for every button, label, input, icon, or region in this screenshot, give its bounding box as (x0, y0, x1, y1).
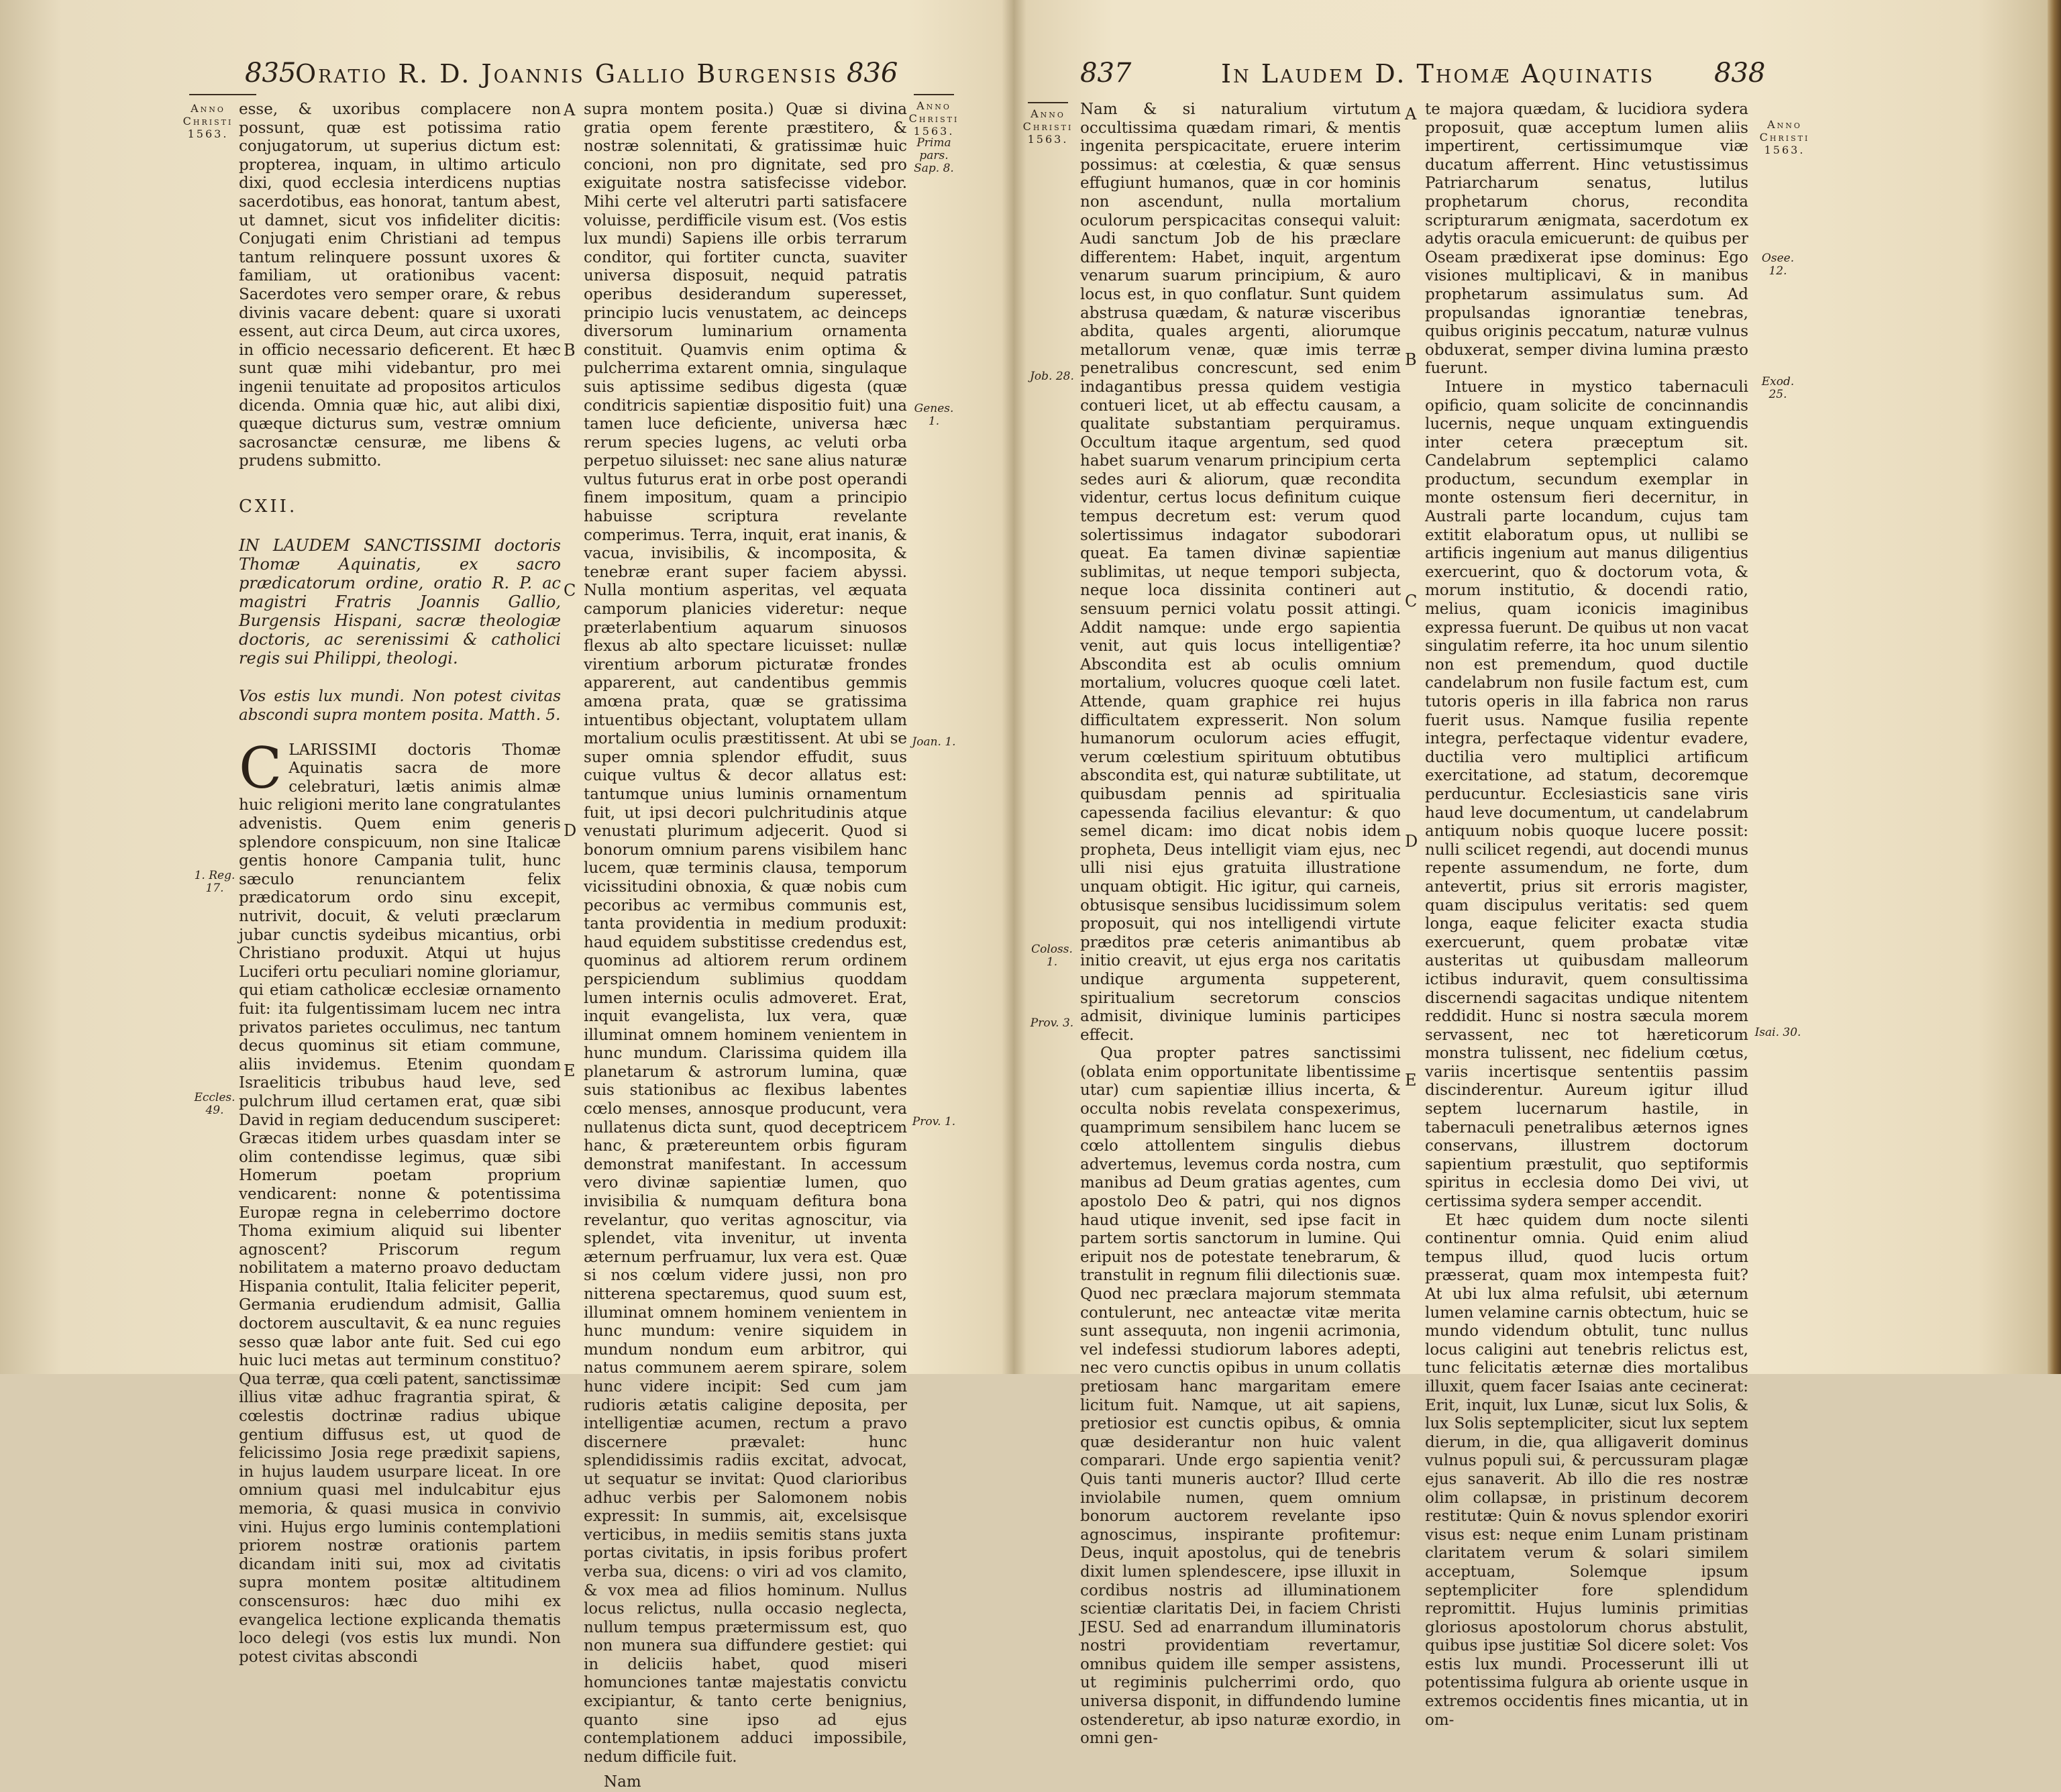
margin-note: Prov. 1. (912, 1115, 956, 1128)
anno-christi-note-right (907, 94, 961, 138)
margin-note: Eccles. 49. (194, 1091, 235, 1117)
margin-note: Prov. 3. (1030, 1016, 1074, 1030)
paragraph: Qua propter patres sanctissimi (oblata enim opportunitate libentissime utar) cum sapientiæ illius incerta, & occulta nobis revelata conspexerimus, quamprimum sensibilem hanc lucem se cœlo attollentem singulis diebus advertemus, levemus corda nostra, cum manibus ad Deum gratias agentes, cum apostolo Deo & patri, qui nos dignos haud utique invenit, sed ipse facit in partem sortis sanctorum in lumine. Qui eripuit nos de potestate tenebrarum, & transtulit in regnum filii dilectionis suæ. Quod nec præclara majorum stemmata contulerunt, nec anteactæ vitæ merita sunt assequuta, non ingenii acrimonia, vel indefessi studiorum labores adepti, nec vero cunctis opibus in unum collatis pretiosam hanc margaritam emere licitum fuit. Namque, ut ait sapiens, pretiosior est cunctis opibus, & omnia quæ desiderantur non huic valent comparari. Unde ergo sapientia venit? Quis tanti muneris auctor? Illud certe inviolabile numen, quem omnium bonorum auctorem revelante ipso agnoscimus, inspirante profitemur: Deus, inquit apostolus, qui de tenebris dixit lumen splendescere, ipse illuxit in cordibus nostris ad illuminationem scientiæ claritatis Dei, in faciem Christi JESU. Sed ad enarrandum illuminatoris nostri providentiam revertamur, omnibus quidem ille semper assistens, ut regiminis pulcherrimi ordo, quo universa disponit, in diffundendo lumine ostenderetur, ab ipso naturæ exordio, in omni gen- (1080, 1045, 1401, 1748)
anno-label: Anno (191, 102, 225, 115)
margin-note: Joan. 1. (912, 735, 956, 749)
paragraph: supra montem posita.) Quæ si divina gratia opem ferente præstitero, & nostræ solennitati, & gratissimæ huic concioni, non pro dignitate, sed pro exiguitate nostra satisfecisse videbor. Mihi certe vel alterutri parti satisfacere voluisse, perdifficile visum est. (Vos estis lux mundi) Sapiens ille orbis terrarum conditor, qui fortiter cuncta, suaviter universa disposuit, nequid patratis operibus desiderandum superesset, principio lucis venustatem, ac deinceps diversorum luminarium ornamenta constituit. Quamvis enim optima & pulcherrima extarent omnia, singulaque suis aptissime sedibus digesta (quæ conditricis sapientiæ dispositio fuit) una tamen luce deficiente, universa hæc rerum species lugens, ac veluti orba perpetuo siluisset: nec sane alius naturæ vultus futurus erat in orbe post operandi finem impositum, quam a principio habuisse scriptura revelante comperimus. Terra, inquit, erat inanis, & vacua, invisibilis, & incomposita, & tenebræ erant super faciem abyssi. Nulla montium asperitas, vel æquata camporum planicies videretur: neque præterlabentium aquarum sinuosos flexus ab alto spectare licuisset: nullæ virentium arborum picturatæ frondes apparerent, aut candentibus gemmis amœna prata, quæ se gratissima intuentibus objectant, voluptatem ullam mortalium oculis præstitissent. At ubi se super omnia splendor effudit, suus cuique vultus & decor allatus est: tantumque unius luminis ornamentum fuit, ut ipsi decori pulchritudinis atque venustati plurimum adjecerit. Quod si bonorum omnium parens visibilem hanc lucem, quæ terminis clausa, temporum vicissitudini obnoxia, & quæ nobis cum pecoribus ac vermibus communis est, tanta providentia in medium produxit: haud equidem substitisse credendus est, quominus ad altiorem rerum ordinem perspiciendum sublimius quoddam lumen internis oculis admoveret. Erat, inquit evangelista, lux vera, quæ illuminat omnem hominem venientem in hunc mundum. Clarissima quidem illa planetarum & astrorum lumina, quæ suis stationibus ac flexibus labentes cœlo menses, annosque producunt, vera nullatenus dicta sunt, quod deceptricem hanc, & prætereuntem orbis figuram demonstrat manifestant. In accessum vero divinæ sapientiæ lumen, quo invisibilia & numquam defitura bona revelantur, quo veritas agnoscitur, via splendet, vita invenitur, ut inventa æternum perfruamur, lux vera est. Quæ si nos cœlum videre jussi, non pro nitterena spectaremus, quod suum est, illuminat omnem hominem venientem in hunc mundum: venire siquidem in mundum nondum eum arbitror, qui natus communem aerem spirare, solem hunc videre incipit: Sed cum jam rudioris ætatis caligine deposita, per intelligentiæ acumen, rectum a pravo discernere prævalet: hunc splendidissimis radiis excitat, advocat, ut sequatur se invitat: Quod clarioribus adhuc verbis per Salomonem nobis expressit: In summis, ait, excelsisque verticibus, in mediis semitis stans juxta portas civitatis, in ipsis foribus profert verba sua, dicens: o viri ad vos clamito, & vox mea ad filios hominum. Nullus locus relictus, nulla occasio neglecta, nullum tempus prætermissum est, quo non munera sua diffundere gestiet: qui in deliciis habet, quod miseri homunciones tantæ majestatis convictu excipiantur, & tanto certe benignius, quanto sine ipso ad ejus contemplationem adduci impossibile, nedum difficile fuit. (584, 101, 907, 1766)
drop-cap: C (239, 735, 282, 801)
section-number: CXII. (239, 496, 298, 517)
christi-label: Christi (908, 112, 959, 125)
christi-label: Christi (1022, 120, 1073, 133)
anno-christi-note (181, 102, 235, 140)
year-label: 1563. (187, 127, 229, 140)
head-rule (189, 94, 256, 95)
right-page-column-1 (1080, 101, 1401, 1748)
left-page-column-2 (584, 101, 907, 1792)
section-letter: E (564, 1061, 576, 1080)
anno-christi-note (1021, 102, 1075, 146)
margin-note: Genes. 1. (914, 402, 954, 428)
oration-title: IN LAUDEM SANCTISSIMI doctoris Thomæ Aquinatis, ex sacro prædicatorum ordine, oratio R. P. ac magistri Fratris Joannis Gallio, Burgensis Hispani, sacræ theologiæ doctoris, ac serenissimi & catholici regis sui Philippi, theologi. (239, 536, 561, 668)
left-page (0, 0, 1013, 1791)
page-number-835: 835 (245, 58, 297, 89)
margin-note: Coloss. 1. (1031, 943, 1073, 969)
left-page-column-1 (239, 101, 561, 1667)
running-head-left: Oratio R. D. Joannis Gallio Burgensis (295, 59, 838, 89)
margin-note: Job. 28. (1030, 370, 1074, 383)
catchword: Nam (604, 1773, 641, 1791)
anno-label: Anno (916, 99, 951, 112)
margin-note: Isai. 30. (1754, 1026, 1801, 1039)
anno-label: Anno (1767, 118, 1802, 131)
year-label: 1563. (1027, 133, 1069, 146)
christi-label: Christi (1759, 131, 1810, 144)
paragraph: Intuere in mystico tabernaculi opificio, quam solicite de concinnandis lucernis, neque unquam extinguendis inter cetera præceptum sit. Candelabrum septemplici calamo productum, secundum exemplar in monte ostensum fieri decernitur, in Australi parte locandum, cujus tam extitit elaboratum opus, ut nullibi se artificis ingenium aut manus diligentius exercuerint, quo & doctorum vota, & morum institutio, & docendi ratio, melius, quam iconicis imaginibus expressa fuerunt. De quibus ut non vacat singulatim referre, ita hoc unum silentio non est premendum, quod ductile candelabrum non fusile factum est, cum tutoris operis in illa fabrica non rarus fuerit usus. Namque fusilia repente integra, perfectaque videntur evadere, ductilia vero multiplici artificum exercitatione, ad statum, decoremque perducuntur. Ecclesiasticis sane viris haud leve documentum, ut candelabrum antiquum nobis quoque lucere possit: nulli scilicet regendi, aut docendi munus repente assumendum, ne forte, dum antevertit, prius sit erroris magister, quam discipulus veritatis: sed quem longa, eaque feliciter exacta studia exercuerunt, quem probatæ vitæ austeritas ut quibusdam malleorum ictibus induravit, quem consultissima discernendi sagacitas undique nitentem reddidit. Hunc si nostra sæcula morem servassent, nec tot hæreticorum monstra tulissent, nec fidelium cœtus, variis incertisque sententiis passim discinderentur. Aureum igitur illud septem lucernarum hastile, in tabernaculi penetralibus æternos ignes conservans, illustrem doctorum sapientium præstulit, quo septiformis spiritus in ecclesia domo Dei vivi, ut certissima sydera semper accendit. (1425, 378, 1748, 1211)
anno-christi-note-right (1758, 118, 1811, 156)
paragraph: te majora quædam, & lucidiora sydera proposuit, quæ acceptum lumen aliis impertirent, certissimumque viæ ducatum afferrent. Hinc vetustissimus Patriarcharum senatus, lutilus prophetarum chorus, recondita scripturarum ænigmata, sacerdotum ex adytis oracula emicuerunt: de quibus per Oseam prædixerat ipse dominus: Ego visiones multiplicavi, & in manibus prophetarum assimulatus sum. Ad propulsandas ignorantiæ tenebras, quibus originis peccatum, naturæ vulnus obduxerat, semper divina lumina præsto fuerunt. (1425, 101, 1748, 378)
section-letter: A (564, 101, 576, 119)
year-label: 1563. (913, 125, 955, 138)
page-number-838: 838 (1714, 58, 1766, 89)
running-head-right: In Laudem D. Thomæ Aquinatis (1221, 59, 1655, 89)
section-letter: A (1405, 105, 1417, 123)
paragraph: LARISSIMI doctoris Thomæ Aquinatis sacra de more celebraturi, lætis animis almæ huic religioni merito lane congratulantes advenistis. Quem enim generis splendore conspicuum, non sine Italicæ gentis honore Campania tulit, hunc sæculo renunciantem felix prædicatorum ordo sinu excepit, nutrivit, docuit, & veluti præclarum jubar cunctis sydeibus micantius, orbi Christiano produxit. Atqui ut hujus Luciferi ortu peculiari nomine gloriamur, qui etiam catholicæ ecclesiæ ornamento fuit: ita fulgentissimam lucem nec intra privatos parietes occulimus, nec tantum decus quominus sit etiam commune, aliis invidemus. Etenim quondam Israeliticis tribubus haud leve, sed pulchrum illud certamen erat, quæ sibi David in regiam deducendum susciperet: Græcas itidem urbes quasdam inter se olim contendisse legimus, quæ sibi Homerum poetam proprium vendicarent: nonne & potentissima Europæ regna in celeberrimo doctore Thoma eximium aliquid sui libenter agnoscent? Priscorum regum nobilitatem a materno proavo deductam Hispania contulit, Italia feliciter peperit, Germania erudiendum admisit, Gallia doctorem auscultavit, & ea nunc reguies sesso quæ labor ante fuit. Sed cui ego huic luci metas aut terminum constituo? Qua terræ, qua cœli patent, sanctissimæ illius vitæ adhuc fragrantia spirat, & cœlestis doctrinæ radius ubique gentium diffusus est, ut quod de felicissimo Josia rege prædixit sapiens, in hujus laudem usurpare liceat. In ore omnium quasi mel indulcabitur ejus memoria, & quasi musica in convivio vini. Hujus ergo luminis contemplationi priorem nostræ orationis partem dicandam initi sui, mox ad civitatis supra montem positæ altitudinem conscensuros: hæc duo mihi ex evangelica lectione explicanda thematis loco delegi (vos estis lux mundi. Non potest civitas abscondi (239, 741, 561, 1666)
margin-note: Osee. 12. (1761, 252, 1795, 278)
section-letter: C (1405, 592, 1418, 611)
paragraph: Et hæc quidem dum nocte silenti continentur omnia. Quid enim aliud tempus illud, quod lucis ortum præsserat, quam mox intempesta fuit? At ubi lux alma refulsit, ubi æternum lumen velamine carnis obtectum, huic se mundo videndum obtulit, tunc nullus locus caligini aut tenebris relictus est, tunc felicitatis æternæ dies mortalibus illuxit, quem facer Isaias ante cecinerat: Erit, inquit, lux Lunæ, sicut lux Solis, & lux Solis septempliciter, sicut lux septem dierum, in die, qua alligaverit dominus vulnus populi sui, & percussuram plagæ ejus sanaverit. Ab illo die res nostræ olim collapsæ, in pristinum decorem restitutæ: Quin & novus splendor exoriri visus est: neque enim Lunam pristinam claritatem verum & solari similem acceptuam, Solemque ipsum septempliciter fore splendidum repromittit. Hujus luminis primitias gloriosus apostolorum chorus abstulit, quibus ipse justitiæ Sol dicere solet: Vos estis lux mundi. Processerunt illi ut potentissima fulgura ab oriente usque in extremos occidentis fines micantia, ut in om- (1425, 1211, 1748, 1729)
anno-label: Anno (1030, 107, 1065, 120)
page-number-837: 837 (1080, 58, 1132, 89)
margin-note: Prima pars. Sap. 8. (914, 136, 954, 175)
margin-note: 1. Reg. 17. (194, 869, 235, 895)
year-label: 1563. (1764, 144, 1805, 156)
paragraph: Nam & si naturalium virtutum occultissima quædam rimari, & mentis ingenita perspicacitate, eruere interim possimus: at cœlestia, & quæ sensus effugiunt humanos, quæ in cor hominis non ascendunt, nulla mortalium oculorum perspicacitas consequi valuit: Audi sanctum Job de his præclare differentem: Habet, inquit, argentum venarum suarum principium, & auro locus est, in quo conflatur. Sunt quidem abstrusa quædam, & naturæ visceribus abdita, quales argenti, aliorumque metallorum venæ, quæ imis terræ penetralibus concrescunt, sed enim indagantibus pressa quidem vestigia contueri licet, ut ab effectu causam, a qualitate substantiam perquiramus. Occultum itaque argentum, sed quod habet suarum venarum principium certa sedes auri & aliorum, quæ recondita videntur, certus locus definitum cuique tempus decretum est: verum quod solertissimus indagator subodorari queat. Ea tamen divinæ sapientiæ sublimitas, ut neque tempori subjecta, neque loca dissinita contineri aut sensuum pernici volatu possit attingi. Addit namque: unde ergo sapientia venit, aut quis locus intelligentiæ? Abscondita est ab oculis omnium mortalium, volucres quoque cœli latet. Attende, quam graphice rei hujus difficultatem expresserit. Non solum humanorum oculorum acies effugit, verum cœlestium spirituum obtutibus abscondita est, qui naturæ subtilitate, ut quibusdam pennis ad spiritualia capessenda facilius elevantur: & quo semel dicam: imo dicat nobis idem propheta, Deus intelligit viam ejus, nec ulli nisi ejus gratuita illustratione unquam obtigit. Hic igitur, qui carneis, obtusisque sensibus lucidissimum solem proposuit, qui nos intelligendi virtute præditos præ ceteris animantibus ab initio creavit, ut ejus erga nos caritatis undique argumenta suppeterent, spiritualium secretorum conscios admisit, divinique luminis participes effecit. (1080, 101, 1401, 1044)
section-letter: D (564, 821, 577, 840)
margin-note: Exod. 25. (1761, 375, 1795, 401)
book-cover-edge (2048, 0, 2061, 1374)
christi-label: Christi (182, 115, 233, 127)
theme-verse: Vos estis lux mundi. Non potest civitas abscondi supra montem posita. Matth. 5. (239, 688, 561, 725)
paragraph: esse, & uxoribus complacere non possunt, quæ est potissima ratio conjugatorum, ut superius dictum est: propterea, inquam, in ultimo articulo dixi, quod ecclesia interdicens nuptias sacerdotibus, eas honorat, tantum abest, ut damnet, sicut vos infideliter dicitis: Conjugati enim Christiani ad tempus tantum relinquere possunt uxores & familiam, ut orationibus vacent: Sacerdotes vero semper orare, & rebus divinis vacare debent: quare si uxorati essent, aut circa Deum, aut circa uxores, in officio necessario deficerent. Et hæc sunt quæ mihi videbantur, pro mei ingenii tenuitate ad propositos articulos dicenda. Omnia quæ hic, aut alibi dixi, quæque dicturus sum, vestræ omnium sacrosanctæ censuræ, me libens & prudens submitto. (239, 101, 561, 470)
section-letter: C (564, 581, 576, 600)
right-page-column-2 (1425, 101, 1748, 1730)
section-letter: D (1405, 832, 1418, 851)
section-letter: B (564, 341, 576, 360)
page-number-836: 836 (847, 58, 898, 89)
right-page (1013, 0, 2046, 1748)
section-letter: B (1405, 350, 1417, 369)
section-letter: E (1405, 1071, 1417, 1090)
